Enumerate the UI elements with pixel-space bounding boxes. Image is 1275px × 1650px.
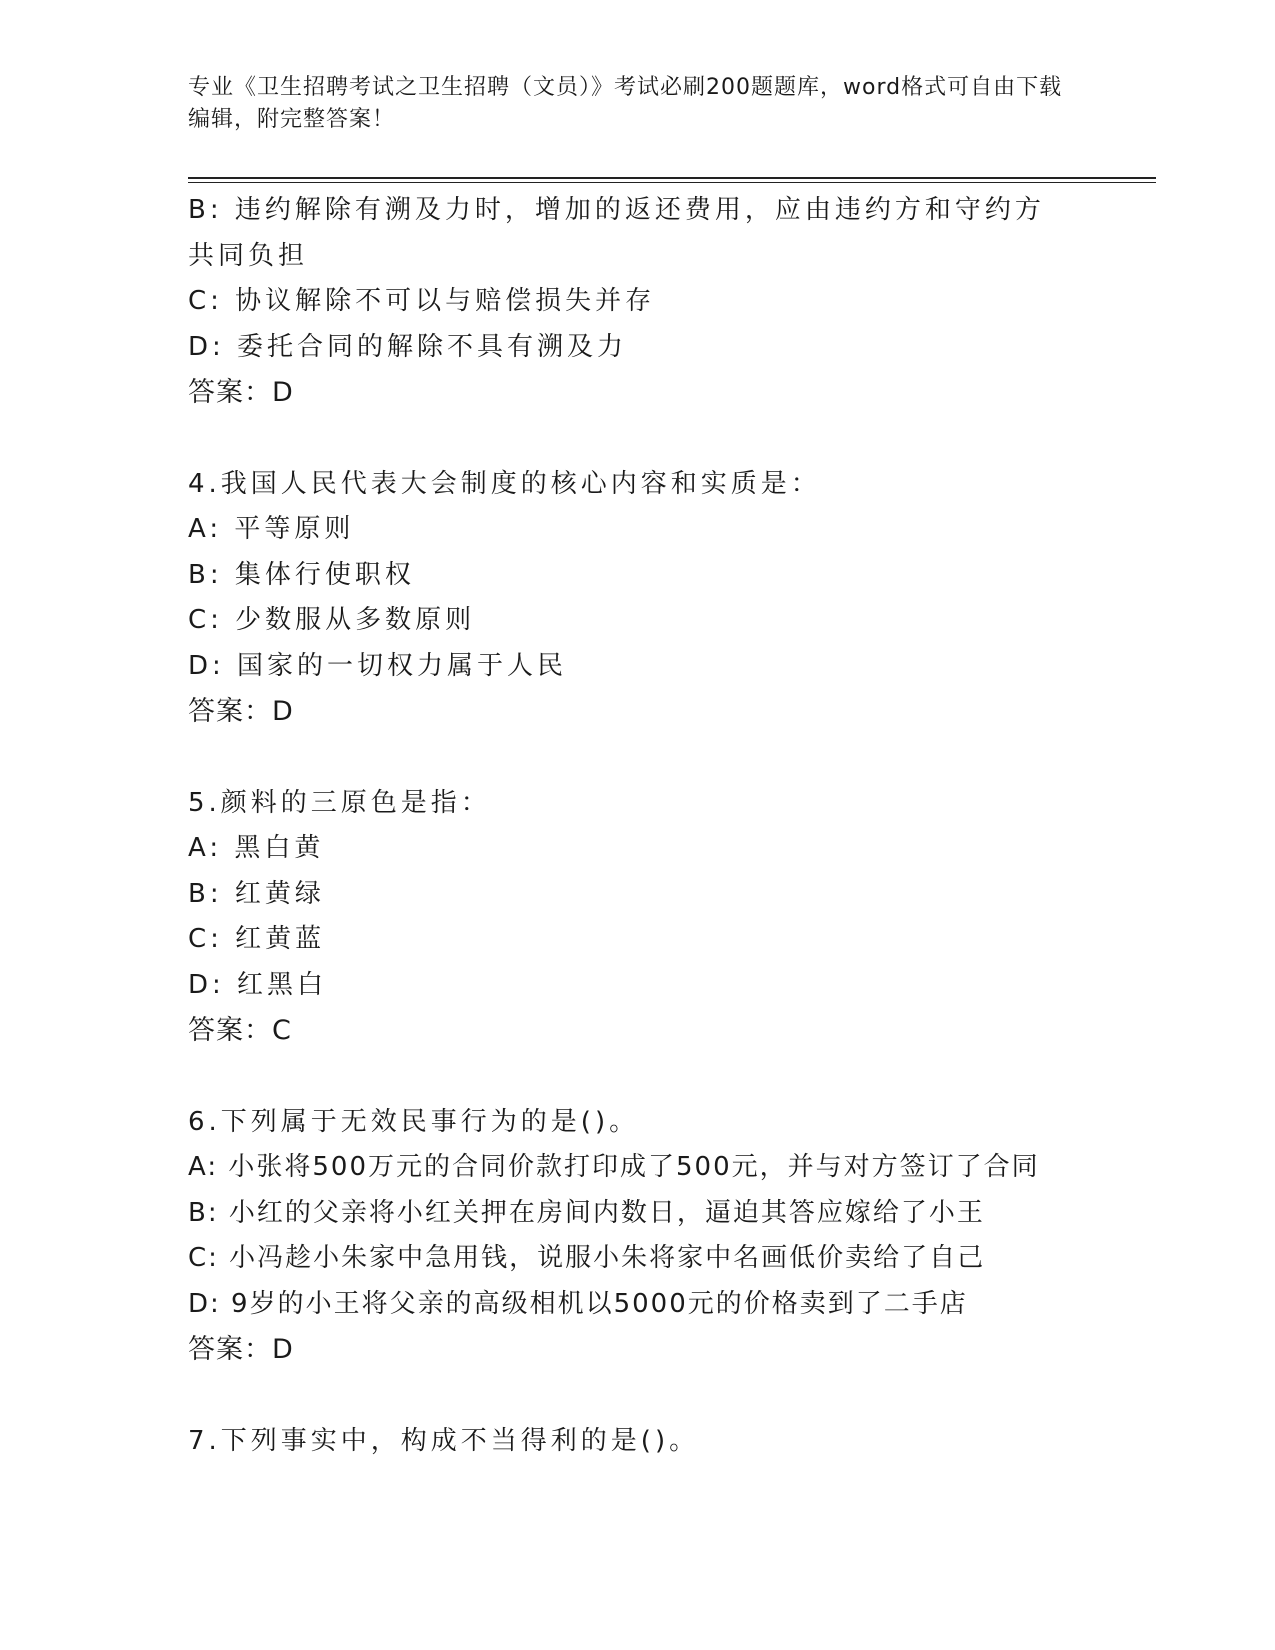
question-6 [188,1100,1088,1373]
header-rule-thin [188,182,1156,183]
option-d: D: 红黑白 [188,969,328,1000]
option-a: A: 黑白黄 [188,833,325,863]
document-body [188,188,1088,1464]
option-c: C: 红黄蓝 [188,924,326,954]
answer: 答案：C [188,1015,292,1046]
question-7 [188,1419,1088,1465]
option-c: C: 少数服从多数原则 [188,605,476,635]
option-a: A: 平等原则 [188,514,355,544]
option-c: C: 协议解除不可以与赔偿损失并存 [188,286,656,316]
option-b: B: 违约解除有溯及力时，增加的返还费用，应由违约方和守约方共同负担 [188,195,1045,271]
option-c: C: 小冯趁小朱家中急用钱，说服小朱将家中名画低价卖给了自己 [188,1243,986,1273]
document-header: 专业《卫生招聘考试之卫生招聘（文员）》考试必刷200题题库，word格式可自由下载编辑，附完整答案！ [188,75,1063,132]
header-rule-thick [188,177,1156,179]
option-d: D: 9岁的小王将父亲的高级相机以5000元的价格卖到了二手店 [188,1288,968,1319]
option-b: B: 小红的父亲将小红关押在房间内数日，逼迫其答应嫁给了小王 [188,1197,985,1228]
question-3-continued [188,188,1088,416]
question-4 [188,462,1088,735]
option-d: D: 国家的一切权力属于人民 [188,650,568,681]
question-5 [188,781,1088,1054]
option-a: A: 小张将500万元的合同价款打印成了500元，并与对方签订了合同 [188,1152,1040,1182]
option-b: B: 红黄绿 [188,878,325,909]
answer: 答案：D [188,696,294,727]
question-title: 7.下列事实中，构成不当得利的是()。 [188,1425,700,1456]
answer: 答案：D [188,377,294,408]
question-title: 5.颜料的三原色是指： [188,787,491,818]
question-title: 6.下列属于无效民事行为的是()。 [188,1106,640,1137]
option-d: D: 委托合同的解除不具有溯及力 [188,331,628,362]
answer: 答案：D [188,1334,294,1365]
question-title: 4.我国人民代表大会制度的核心内容和实质是： [188,468,821,499]
option-b: B: 集体行使职权 [188,559,415,590]
